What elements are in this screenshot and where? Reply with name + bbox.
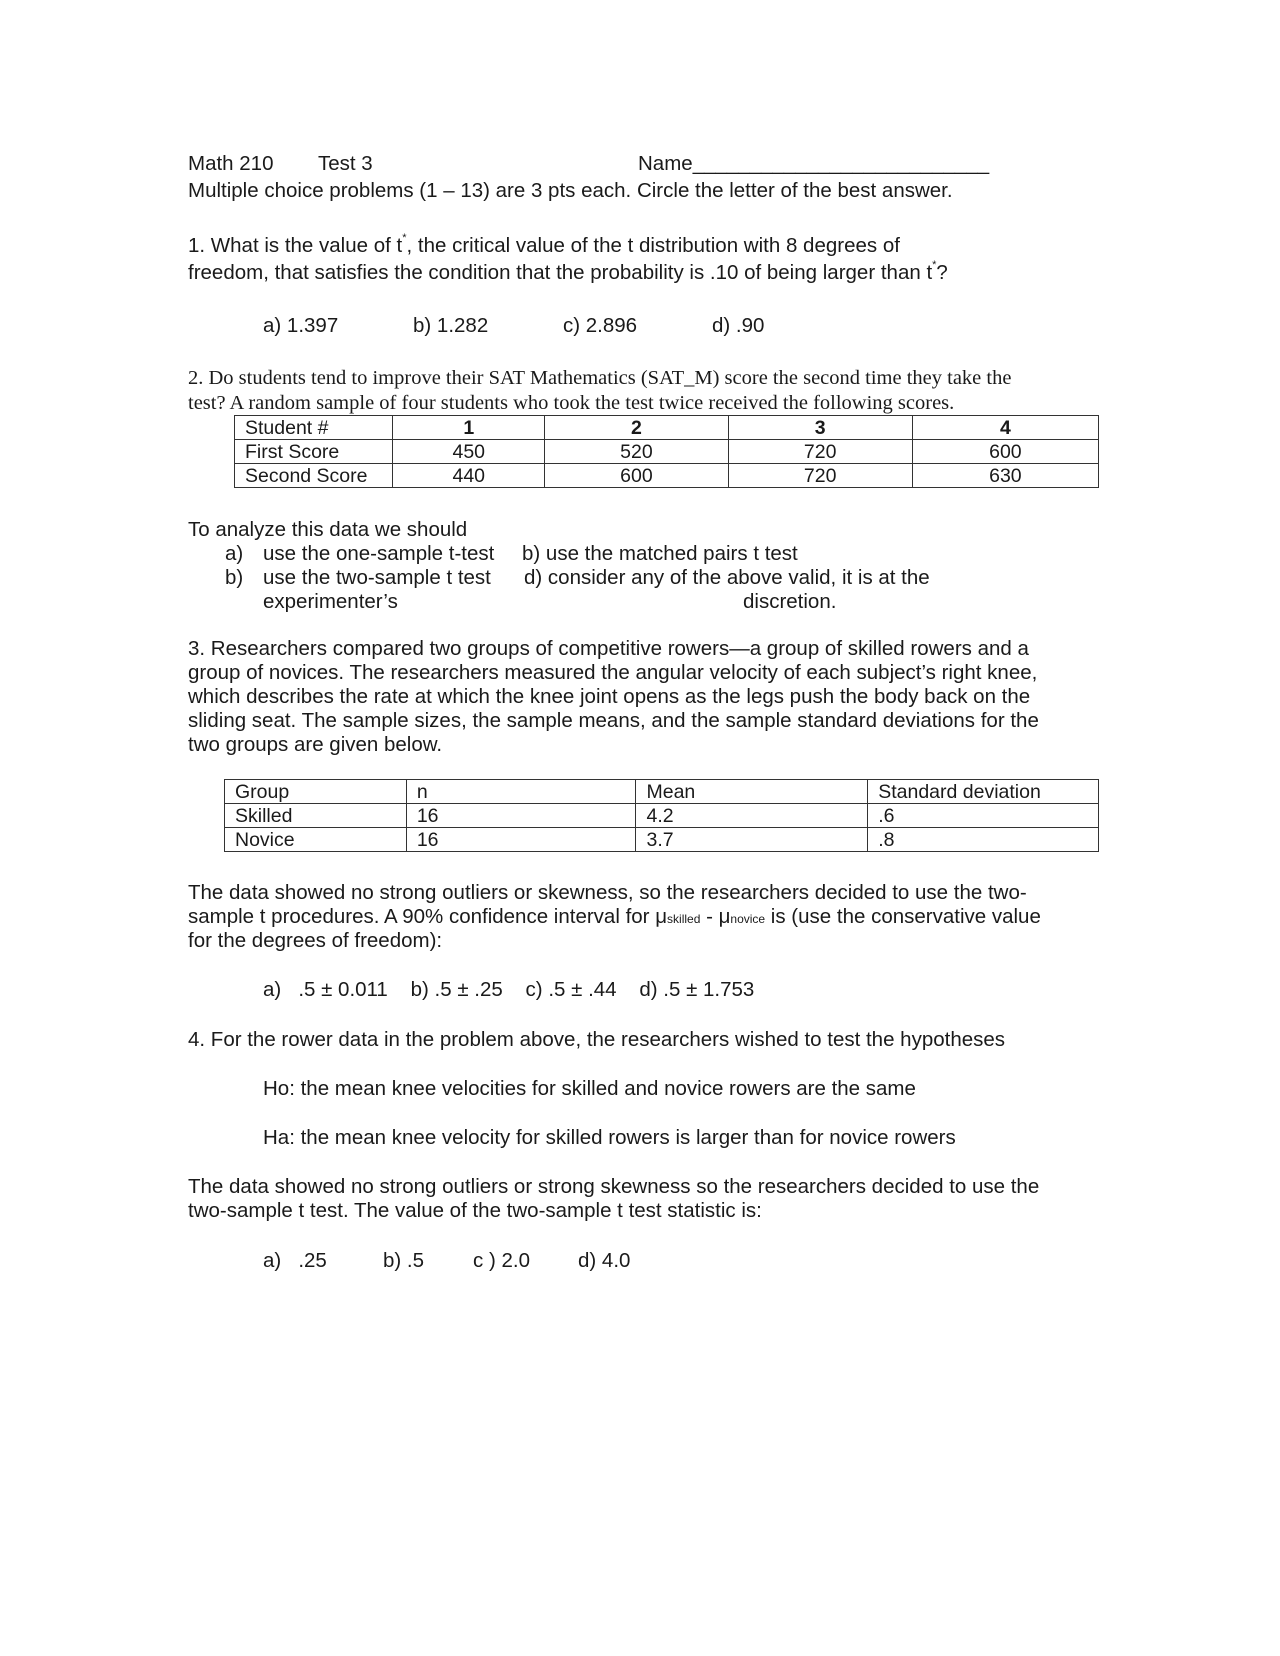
name-field[interactable] (638, 152, 989, 176)
q2-opt-b[interactable]: use the two-sample t test (263, 566, 491, 589)
instructions: Multiple choice problems (1 – 13) are 3 pts each. Circle the letter of the best answer. (188, 179, 953, 202)
q4-choice-b[interactable]: b) .5 (383, 1249, 425, 1272)
table-cell: 2 (545, 416, 728, 440)
q3-para-line: two groups are given below. (188, 733, 443, 756)
q4-choice-d[interactable]: d) 4.0 (578, 1249, 631, 1272)
q4-alt-hypothesis: Ha: the mean knee velocity for skilled rowers is larger than for novice rowers (263, 1126, 956, 1149)
mu-symbol: μ (655, 905, 668, 928)
table-cell: 4.2 (636, 804, 868, 828)
table-row (235, 440, 1099, 464)
table-cell: n (406, 780, 636, 804)
table-cell: First Score (235, 440, 393, 464)
table-cell: 440 (393, 464, 545, 488)
q4-line1: 4. For the rower data in the problem above, the researchers wished to test the hypotheses (188, 1028, 1006, 1051)
q2-opt-a[interactable]: use the one-sample t-test (263, 542, 495, 565)
q4-after-line1: The data showed no strong outliers or strong skewness so the researchers decided to use the (188, 1175, 1040, 1198)
q1-choice-b[interactable]: b) 1.282 (413, 314, 489, 337)
q3-para-line: group of novices. The researchers measured the angular velocity of each subject’s right knee, (188, 661, 1038, 684)
q1-choice-a[interactable]: a) 1.397 (263, 314, 339, 337)
q3-para-line: sliding seat. The sample sizes, the sample means, and the sample standard deviations for the (188, 709, 1039, 732)
table-row (225, 804, 1099, 828)
q4-choice-c[interactable]: c ) 2.0 (473, 1249, 530, 1272)
q4-choice-a[interactable]: a) .25 (263, 1249, 327, 1272)
q3-after-line1: The data showed no strong outliers or skewness, so the researchers decided to use the two- (188, 881, 1027, 904)
table-cell: 1 (393, 416, 545, 440)
test-label: Test 3 (318, 152, 373, 175)
table-cell: 450 (393, 440, 545, 464)
table-header-row (225, 780, 1099, 804)
mu-novice-subscript: novice (730, 912, 766, 926)
q2-opt-wrap-left: experimenter’s (263, 590, 398, 613)
table-cell: 600 (545, 464, 728, 488)
table-cell: Novice (225, 828, 407, 852)
q1-choice-d[interactable]: d) .90 (712, 314, 765, 337)
q3-after-line3: for the degrees of freedom): (188, 929, 443, 952)
q3-para-line: which describes the rate at which the knee joint opens as the legs push the body back on the (188, 685, 1031, 708)
q1-star: * (402, 232, 407, 244)
table-cell: Second Score (235, 464, 393, 488)
course-label: Math 210 (188, 152, 274, 175)
q2-opt-b-letter[interactable]: b) (225, 566, 244, 589)
table-cell: .6 (868, 804, 1099, 828)
q2-line1: 2. Do students tend to improve their SAT Mathematics (SAT_M) score the second time they take the (188, 367, 1012, 389)
table-cell: 4 (912, 416, 1098, 440)
q1-line1: 1. What is the value of t*, the critical value of the t distribution with 8 degrees of (188, 232, 900, 257)
q1-line2: freedom, that satisfies the condition that the probability is .10 of being larger than t*? (188, 259, 948, 284)
table-header-row (235, 416, 1099, 440)
q4-null-hypothesis: Ho: the mean knee velocities for skilled and novice rowers are the same (263, 1077, 916, 1100)
q2-opt-a-letter[interactable]: a) (225, 542, 244, 565)
q3-after-line2: sample t procedures. A 90% confidence interval for μskilled - μnovice is (use the conservative value (188, 905, 1041, 928)
q2-line2: test? A random sample of four students who took the test twice received the following scores. (188, 392, 955, 414)
q2-opt-b-matched[interactable]: b) use the matched pairs t test (522, 542, 798, 565)
name-line: __________________________ (692, 152, 990, 175)
table-cell: 720 (728, 440, 912, 464)
table-cell: Student # (235, 416, 393, 440)
sat-scores-table (234, 415, 1099, 488)
q2-opt-wrap-right: discretion. (743, 590, 837, 613)
mu-skilled-subscript: skilled (667, 912, 701, 926)
name-label: Name (638, 152, 693, 175)
minus-sign: - (700, 905, 719, 928)
table-cell: Mean (636, 780, 868, 804)
q2-prompt: To analyze this data we should (188, 518, 468, 541)
table-cell: 600 (912, 440, 1098, 464)
table-row (225, 828, 1099, 852)
q4-after-line2: two-sample t test. The value of the two-sample t test statistic is: (188, 1199, 762, 1222)
table-cell: 630 (912, 464, 1098, 488)
rowers-table (224, 779, 1099, 852)
q3-para-line: 3. Researchers compared two groups of competitive rowers—a group of skilled rowers and a (188, 637, 1029, 660)
table-cell: Skilled (225, 804, 407, 828)
table-cell: 16 (406, 804, 636, 828)
table-cell: 3.7 (636, 828, 868, 852)
table-cell: 720 (728, 464, 912, 488)
q1-choice-c[interactable]: c) 2.896 (563, 314, 638, 337)
table-cell: Group (225, 780, 407, 804)
table-cell: Standard deviation (868, 780, 1099, 804)
table-cell: .8 (868, 828, 1099, 852)
q3-choices[interactable]: a) .5 ± 0.011 b) .5 ± .25 c) .5 ± .44 d) .5 ± 1.753 (263, 978, 755, 1001)
table-cell: 3 (728, 416, 912, 440)
table-cell: 520 (545, 440, 728, 464)
table-row (235, 464, 1099, 488)
q1-star-2: * (932, 259, 937, 271)
table-cell: 16 (406, 828, 636, 852)
q2-opt-d[interactable]: d) consider any of the above valid, it is at the (524, 566, 930, 589)
mu-symbol: μ (718, 905, 731, 928)
